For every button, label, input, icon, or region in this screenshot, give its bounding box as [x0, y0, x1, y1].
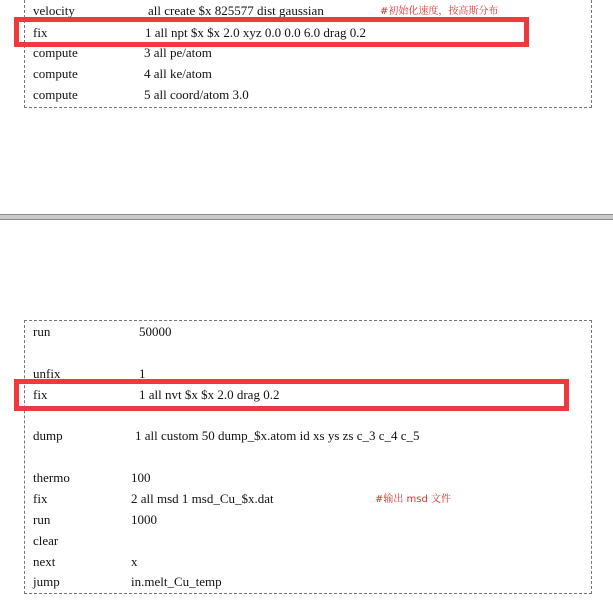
command-keyword: fix [33, 491, 48, 506]
command-keyword: next [33, 554, 56, 569]
command-args: 3 all pe/atom [144, 45, 212, 60]
code-line [25, 511, 591, 529]
highlight-box [14, 379, 569, 411]
command-keyword: fix [33, 25, 48, 40]
code-line [25, 553, 591, 571]
code-line [25, 323, 591, 341]
command-keyword: dump [33, 428, 63, 443]
command-keyword: velocity [33, 3, 75, 18]
code-line [25, 65, 591, 83]
command-args: 4 all ke/atom [144, 66, 212, 81]
comment-note: #输出 msd 文件 [375, 494, 452, 505]
command-args: 1 [139, 366, 146, 381]
command-args: 50000 [139, 324, 172, 339]
command-keyword: unfix [33, 366, 61, 381]
command-args: 5 all coord/atom 3.0 [144, 87, 249, 102]
command-keyword: run [33, 512, 51, 527]
command-args: 1 all npt $x $x 2.0 xyz 0.0 0.0 6.0 drag 0.2 [145, 25, 366, 40]
command-args: 100 [131, 470, 151, 485]
command-args: all create $x 825577 dist gaussian [148, 3, 324, 18]
command-args: 1 all custom 50 dump_$x.atom id xs ys zs c_3 c_4 c_5 [135, 428, 420, 443]
command-keyword: compute [33, 45, 78, 60]
command-keyword: thermo [33, 470, 70, 485]
code-line [25, 469, 591, 487]
highlight-box [14, 17, 529, 47]
command-args: 2 all msd 1 msd_Cu_$x.dat [131, 491, 274, 506]
code-line [25, 86, 591, 104]
page-divider [0, 214, 613, 220]
code-line [25, 490, 591, 508]
code-line [25, 532, 591, 550]
code-line [25, 427, 591, 445]
code-block-bottom [24, 320, 592, 594]
command-keyword: clear [33, 533, 59, 548]
comment-note: #初始化速度，按高斯分布 [380, 6, 499, 17]
command-args: x [131, 554, 138, 569]
command-keyword: fix [33, 387, 48, 402]
code-line [25, 573, 591, 591]
command-args: 1000 [131, 512, 157, 527]
command-keyword: compute [33, 87, 78, 102]
command-keyword: compute [33, 66, 78, 81]
command-args: 1 all nvt $x $x 2.0 drag 0.2 [139, 387, 280, 402]
command-keyword: jump [33, 574, 60, 589]
command-keyword: run [33, 324, 51, 339]
command-args: in.melt_Cu_temp [131, 574, 222, 589]
